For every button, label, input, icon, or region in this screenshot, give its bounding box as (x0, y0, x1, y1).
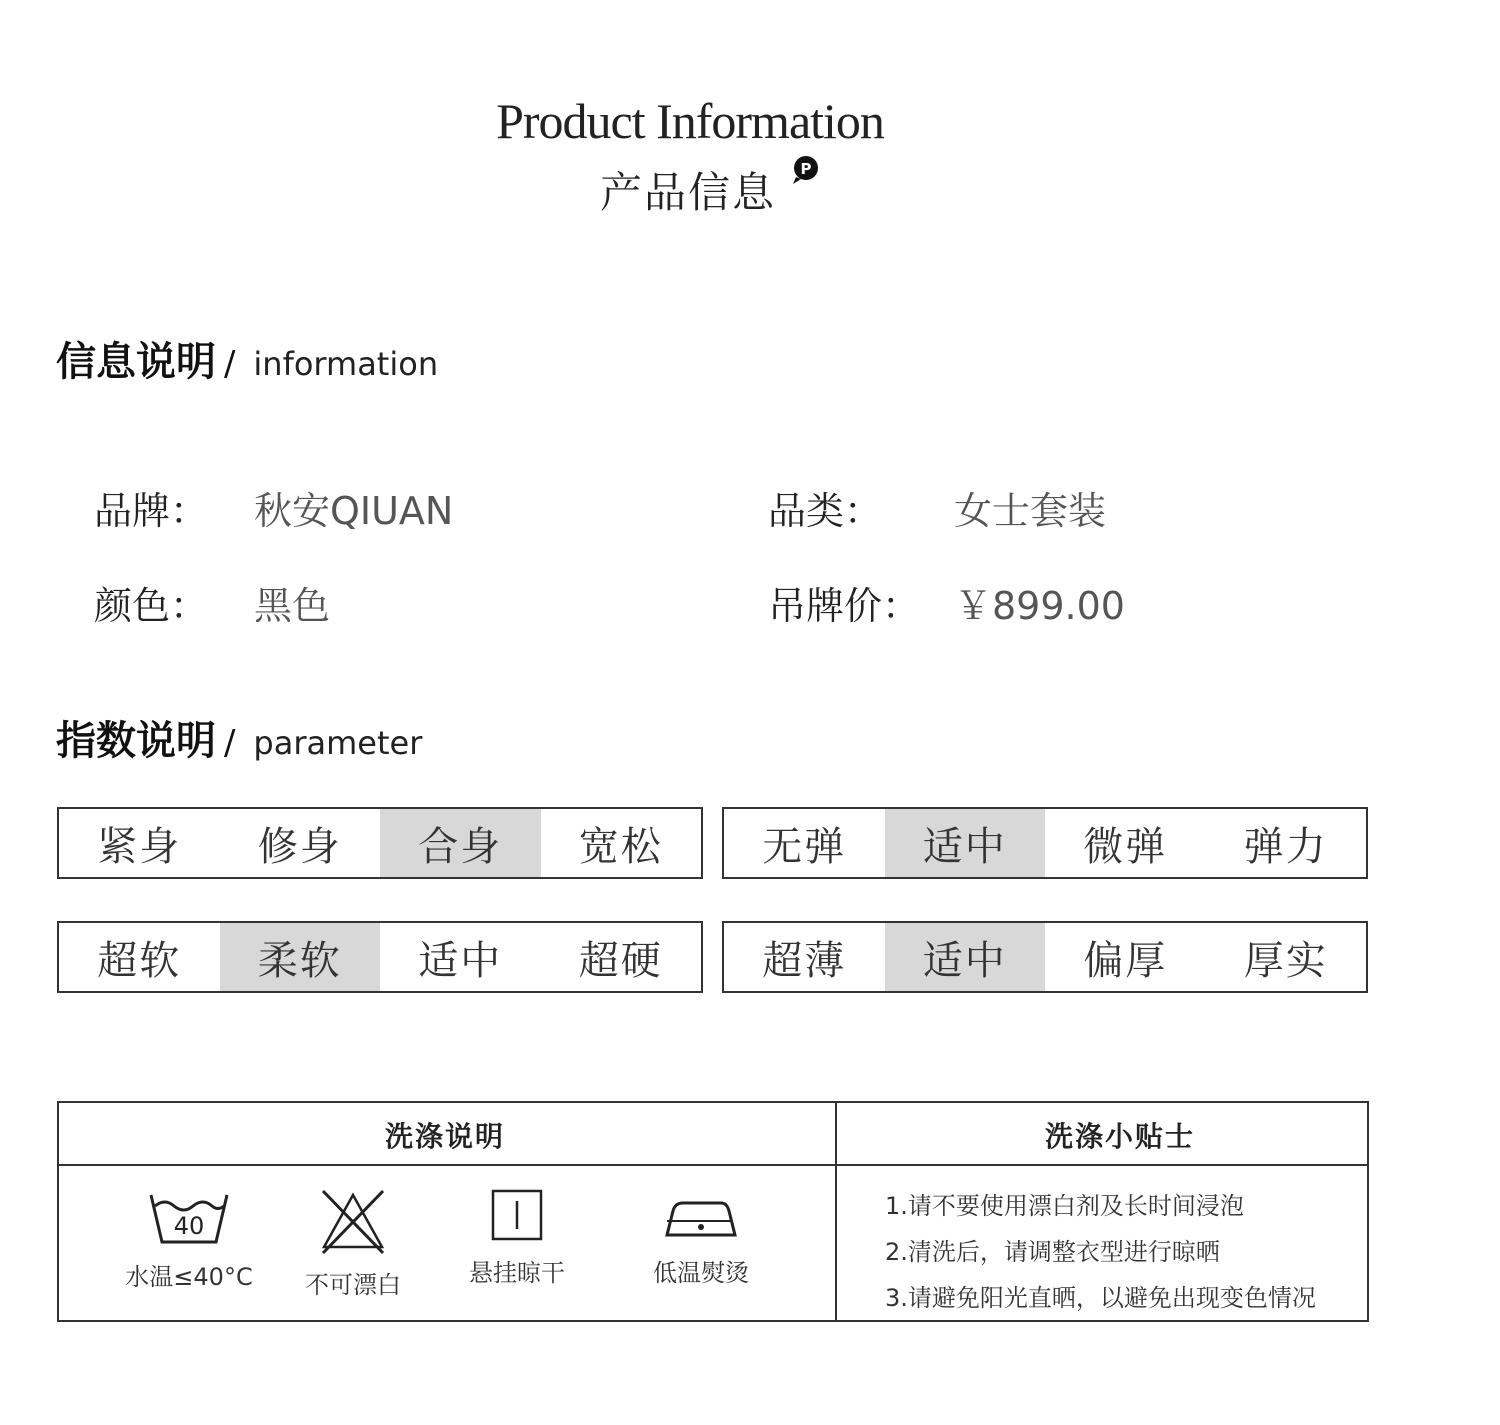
svg-text:40: 40 (173, 1212, 205, 1240)
tip-item: 3.请避免阳光直晒，以避免出现变色情况 (885, 1284, 1316, 1312)
tip-item: 1.请不要使用漂白剂及长时间浸泡 (885, 1192, 1244, 1220)
param-heading-en: parameter (253, 724, 423, 762)
info-key: 颜色： (94, 584, 209, 628)
scale-option: 适中 (418, 937, 503, 984)
scale-option: 超硬 (578, 937, 663, 984)
table-divider (59, 1164, 1367, 1166)
info-key: 品类： (768, 489, 883, 533)
scale-option: 适中 (885, 809, 1046, 877)
fit-scale (57, 807, 703, 879)
table-divider (835, 1103, 837, 1320)
wash-40-icon (148, 1189, 230, 1247)
info-key: 吊牌价： (768, 584, 921, 628)
care-item-bleach (287, 1189, 419, 1300)
softness-scale (57, 921, 703, 993)
page-title-en: Product Information (496, 93, 884, 149)
no-bleach-icon (318, 1189, 388, 1255)
info-heading-cn: 信息说明 (56, 339, 216, 385)
thickness-scale (722, 921, 1368, 993)
scale-option: 无弹 (762, 823, 847, 870)
heading-slash: / (224, 723, 236, 763)
scale-option: 超薄 (762, 937, 847, 984)
page-title-cn: 产品信息 (600, 168, 777, 217)
care-label: 不可漂白 (305, 1271, 401, 1299)
wash-tips-header: 洗涤小贴士 (1045, 1120, 1196, 1153)
low-iron-icon (663, 1189, 739, 1243)
heading-slash: / (224, 344, 236, 384)
info-value: 女士套装 (954, 489, 1107, 533)
scale-option: 紧身 (97, 823, 182, 870)
info-row-brand (94, 480, 454, 535)
info-row-color (94, 575, 331, 630)
brand-p-logo-icon (790, 155, 820, 185)
wash-instructions-header: 洗涤说明 (385, 1120, 506, 1153)
tip-item: 2.清洗后，请调整衣型进行晾晒 (885, 1238, 1220, 1266)
param-heading-cn: 指数说明 (56, 718, 216, 764)
care-item-iron (627, 1189, 775, 1288)
info-row-price (768, 575, 1125, 630)
scale-option: 弹力 (1243, 823, 1328, 870)
scale-option: 合身 (380, 809, 541, 877)
scale-option: 柔软 (220, 923, 381, 991)
info-heading-en: information (253, 345, 439, 383)
info-value: 黑色 (254, 584, 331, 628)
svg-text:P: P (800, 160, 812, 178)
care-label: 悬挂晾干 (469, 1259, 565, 1287)
scale-option: 适中 (885, 923, 1046, 991)
care-label: 水温≤40°C (125, 1263, 253, 1291)
wash-tips-list (885, 1183, 1316, 1321)
care-item-dry (451, 1189, 583, 1288)
care-item-wash (115, 1189, 263, 1292)
care-label: 低温熨烫 (653, 1259, 749, 1287)
elasticity-scale (722, 807, 1368, 879)
info-value: ￥899.00 (954, 584, 1125, 628)
scale-option: 微弹 (1083, 823, 1168, 870)
wash-care-table (57, 1101, 1369, 1322)
info-value: 秋安QIUAN (254, 489, 454, 533)
hang-dry-icon (491, 1189, 543, 1243)
scale-option: 厚实 (1243, 937, 1328, 984)
scale-option: 偏厚 (1083, 937, 1168, 984)
info-row-category (768, 480, 1107, 535)
info-section-heading (56, 330, 438, 387)
scale-option: 修身 (257, 823, 342, 870)
scale-option: 宽松 (578, 823, 663, 870)
param-section-heading (56, 709, 422, 766)
info-key: 品牌： (94, 489, 209, 533)
scale-option: 超软 (97, 937, 182, 984)
